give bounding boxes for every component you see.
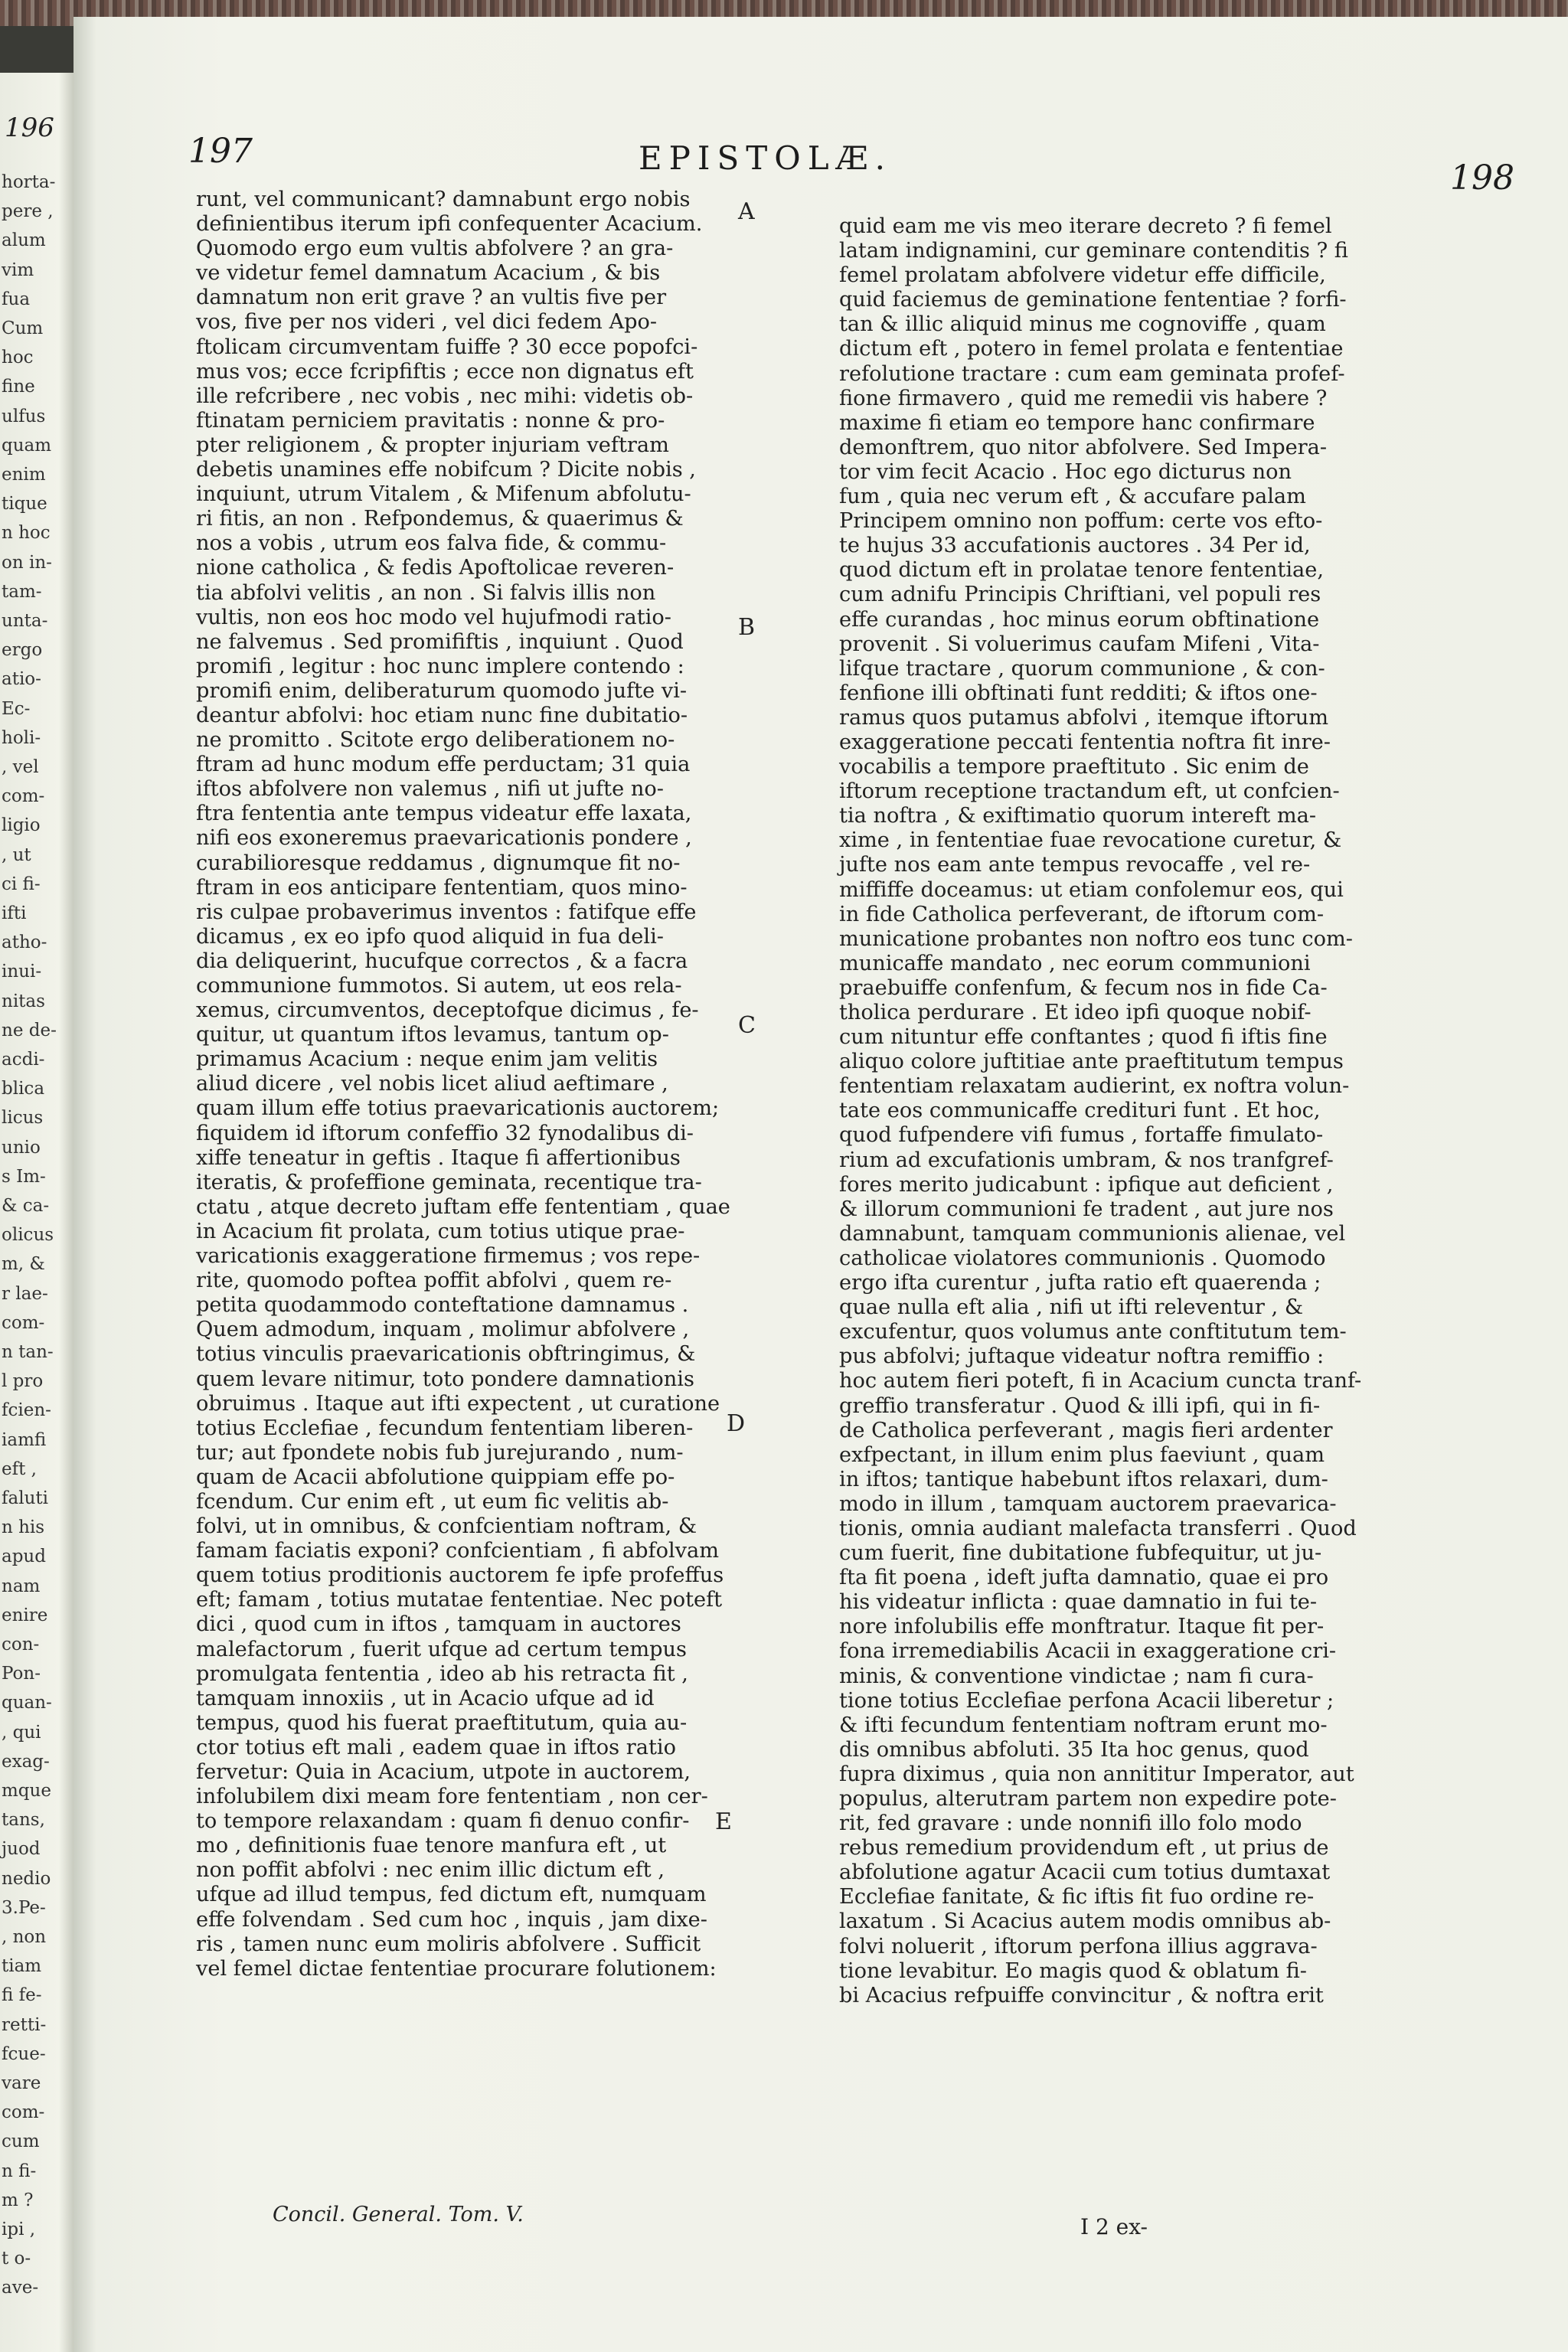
right-column-line: tione levabitur. Eo magis quod & oblatum fi- <box>839 1958 1307 1983</box>
margin-text-line: unta- <box>2 611 48 631</box>
right-column-line: aliquo colore juftitiae ante praeftitutum tempus <box>839 1050 1344 1074</box>
right-column-line: de Catholica perfeverant , magis fieri ardenter <box>839 1418 1333 1442</box>
right-column-line: fione firmavero , quid me remedii vis habere ? <box>839 386 1328 410</box>
left-column-line: ftinatam perniciem pravitatis : nonne & pro- <box>196 408 665 433</box>
section-marker-a: A <box>738 198 755 225</box>
book-page <box>74 17 1568 2352</box>
margin-text-line: iamfi <box>2 1429 47 1450</box>
left-column-line: ne falvemus . Sed promififtis , inquiunt . Quod <box>196 629 684 654</box>
left-column-line: runt, vel communicant? damnabunt ergo nobis <box>196 188 691 211</box>
margin-text-line: m, & <box>2 1254 45 1275</box>
margin-text-line: nedio <box>2 1868 51 1889</box>
left-page-number: 197 <box>188 132 253 171</box>
left-column-line: dicamus , ex eo ipfo quod aliquid in fua deli- <box>196 924 664 949</box>
previous-page-number: 196 <box>5 113 54 143</box>
right-column-line: fta fit poena , ideft jufta damnatio, quae ei pro <box>839 1566 1329 1590</box>
left-column-line: ris , tamen nunc eum moliris abfolvere . Sufficit <box>196 1932 701 1956</box>
left-column-line: debetis unamines effe nobifcum ? Dicite nobis , <box>196 458 696 482</box>
right-column-line: & ifti fecundum fententiam noftram erunt mo- <box>839 1713 1328 1737</box>
left-column-line: ille refcribere , nec vobis , nec mihi: videtis ob- <box>196 384 694 408</box>
right-column-line: laxatum . Si Acacius autem modis omnibus ab- <box>839 1909 1331 1934</box>
margin-text-line: exag- <box>2 1751 50 1772</box>
right-column-line: lifque tractare , quorum communione , & con- <box>839 656 1325 681</box>
margin-text-line: holi- <box>2 727 41 748</box>
right-column-line: hoc autem fieri poteft, fi in Acacium cuncta tranf- <box>839 1369 1362 1393</box>
right-column-line: rium ad excufationis umbram, & nos tranfgref- <box>839 1148 1334 1172</box>
margin-text-line: eft , <box>2 1459 37 1479</box>
left-column-line: in Acacium fit prolata, cum totius utique prae- <box>196 1219 685 1243</box>
margin-text-line: vare <box>2 2073 41 2093</box>
margin-text-line: , vel <box>2 757 39 777</box>
left-column-line: quam de Acacii abfolutione quippiam effe po- <box>196 1465 675 1489</box>
margin-text-line: , qui <box>2 1722 41 1743</box>
left-column-line: fcendum. Cur enim eft , ut eum fic velitis ab- <box>196 1489 669 1514</box>
left-column-line: quem totius proditionis auctorem fe ipfe profeffus <box>196 1563 724 1588</box>
footer-signature: I 2 ex- <box>1080 2214 1148 2239</box>
margin-text-line: vim <box>2 260 34 280</box>
left-column-line: non poffit abfolvi : nec enim illic dictum eft , <box>196 1858 665 1883</box>
margin-text-line: juod <box>2 1839 41 1860</box>
margin-text-line: nam <box>2 1576 41 1596</box>
margin-text-line: con- <box>2 1635 40 1655</box>
left-column-line: nifi eos exoneremus praevaricationis pondere , <box>196 826 692 851</box>
right-column-line: cum nituntur effe conftantes ; quod fi iftis fine <box>839 1025 1328 1050</box>
left-column-line: ne promitto . Scitote ergo deliberationem no- <box>196 728 675 753</box>
margin-text-line: on in- <box>2 552 52 573</box>
right-column-line: modo in illum , tamquam auctorem praevarica- <box>839 1491 1337 1516</box>
left-column-line: folvi, ut in omnibus, & confcientiam noftram, & <box>196 1514 697 1539</box>
right-column-line: Ecclefiae fanitate, & fic iftis fit fuo ordine re- <box>839 1885 1315 1909</box>
margin-text-line: enim <box>2 465 46 485</box>
previous-page-edge <box>0 73 74 2352</box>
left-column-line: totius vinculis praevaricationis obftringimus, & <box>196 1342 696 1367</box>
right-column-line: rit, fed gravare : unde nonnifi illo folo modo <box>839 1811 1302 1836</box>
margin-text-line: tique <box>2 494 47 514</box>
margin-text-line: licus <box>2 1108 44 1129</box>
margin-text-line: n fi- <box>2 2161 37 2181</box>
right-column-line: fenfione illi obftinati funt redditi; & iftos one- <box>839 681 1318 705</box>
margin-text-line: pere , <box>2 201 54 222</box>
left-column-line: ve videtur femel damnatum Acacium , & bis <box>196 261 661 286</box>
left-column-line: curabilioresque reddamus , dignumque fit no- <box>196 851 681 875</box>
margin-text-line: unio <box>2 1137 41 1158</box>
right-column-line: folvi noluerit , iftorum perfona illius aggrava- <box>839 1934 1318 1958</box>
margin-text-line: mque <box>2 1781 51 1801</box>
margin-text-line: hoc <box>2 348 34 368</box>
section-marker-e: E <box>715 1808 732 1835</box>
right-column-line: his videatur inflicta : quae damnatio in fui te- <box>839 1590 1318 1615</box>
left-column-line: vos, five per nos videri , vel dici fedem Apo- <box>196 310 658 335</box>
right-column-line: greffio transferatur . Quod & illi ipfi, qui in fi- <box>839 1393 1321 1418</box>
margin-text-line: 3.Pe- <box>2 1897 46 1918</box>
right-column-line: in fide Catholica perfeverant, de iftorum com- <box>839 902 1325 926</box>
margin-text-line: n his <box>2 1517 45 1538</box>
right-column-line: exaggeratione peccati fententia noftra fit inre- <box>839 730 1331 754</box>
right-column-line: tia noftra , & exiftimatio quorum intereft ma- <box>839 804 1317 828</box>
margin-text-line: s Im- <box>2 1166 46 1187</box>
right-column-line: populus, alterutram partem non expedire pote- <box>839 1787 1337 1811</box>
margin-text-line: l pro <box>2 1371 44 1392</box>
left-column-line: xemus, circumventos, deceptofque dicimus , fe- <box>196 998 699 1023</box>
margin-text-line: olicus <box>2 1225 54 1246</box>
right-column-line: quae nulla eft alia , nifi ut ifti releventur , & <box>839 1295 1304 1320</box>
margin-text-line: m ? <box>2 2190 34 2210</box>
left-column-line: vultis, non eos hoc modo vel hujufmodi ratio- <box>196 605 671 629</box>
margin-text-line: fcien- <box>2 1400 51 1421</box>
right-column-line: ergo ifta curentur , jufta ratio eft quaerenda ; <box>839 1271 1321 1295</box>
margin-text-line: , ut <box>2 844 31 865</box>
right-column-line: damnabunt, tamquam communionis alienae, vel <box>839 1221 1346 1246</box>
left-column-line: ris culpae probaverimus inventos : fatifque effe <box>196 900 697 924</box>
left-column-line: aliud dicere , vel nobis licet aliud aeftimare , <box>196 1072 668 1096</box>
margin-text-line: cum <box>2 2132 40 2152</box>
left-column-line: damnatum non erit grave ? an vultis five per <box>196 286 667 310</box>
left-column-line: ftolicam circumventam fuiffe ? 30 ecce popofci- <box>196 335 698 359</box>
margin-text-line: tiam <box>2 1956 42 1977</box>
right-column-line: abfolutione agatur Acacii cum totius dumtaxat <box>839 1860 1331 1885</box>
margin-text-line: tam- <box>2 581 42 602</box>
left-column-line: obruimus . Itaque aut ifti expectent , ut curatione <box>196 1391 720 1416</box>
left-column-line: mus vos; ecce fcripfiftis ; ecce non dignatus eft <box>196 359 694 384</box>
right-column-line: tor vim fecit Acacio . Hoc ego dicturus non <box>839 459 1292 484</box>
left-column-line: tur; aut fpondete nobis fub jurejurando , num- <box>196 1440 684 1465</box>
left-column-line: ftram ad hunc modum effe perductam; 31 quia <box>196 753 691 777</box>
right-column-line: quod fufpendere vifi fumus , fortaffe fimulato- <box>839 1123 1324 1148</box>
left-column-line: quitur, ut quantum iftos levamus, tantum op- <box>196 1023 669 1047</box>
left-column-line: infolubilem dixi meam fore fententiam , non cer- <box>196 1785 708 1809</box>
left-column-line: ctatu , atque decreto juftam effe fententiam , quae <box>196 1194 730 1219</box>
margin-text-line: fi fe- <box>2 1985 42 2006</box>
margin-text-line: & ca- <box>2 1196 50 1216</box>
margin-text-line: n tan- <box>2 1342 54 1362</box>
left-column-line: fiquidem id iftorum confeffio 32 fynodalibus di- <box>196 1121 694 1145</box>
right-column-line: te hujus 33 accufationis auctores . 34 Per id, <box>839 534 1311 558</box>
margin-text-line: fua <box>2 289 31 309</box>
right-column-line: refolutione tractare : cum eam geminata profef- <box>839 361 1345 386</box>
margin-text-line: Ec- <box>2 698 31 719</box>
right-column-line: fupra diximus , quia non annititur Imperator, aut <box>839 1762 1354 1786</box>
left-column-line: iftos abfolvere non valemus , nifi ut jufte no- <box>196 777 664 802</box>
right-column-line: cum adnifu Principis Chriftiani, vel populi res <box>839 583 1321 607</box>
right-column-line: minis, & conventione vindictae ; nam fi cura- <box>839 1664 1314 1688</box>
right-column-line: tionis, omnia audiant malefacta transferri . Quod <box>839 1516 1357 1540</box>
left-text-column <box>196 188 808 1981</box>
left-column-line: ftram in eos anticipare fententiam, quos mino- <box>196 875 688 900</box>
right-column-line: vocabilis a tempore praeftituto . Sic enim de <box>839 755 1309 779</box>
right-column-line: effe curandas , hoc minus eorum obftinatione <box>839 607 1320 632</box>
right-column-line: fona irremediabilis Acacii in exaggeratione cri- <box>839 1639 1337 1664</box>
left-column-line: promifi enim, deliberaturum quomodo jufte vi- <box>196 678 688 703</box>
right-column-line: excufentur, quos volumus ante conftitutum tem- <box>839 1320 1347 1344</box>
right-column-line: latam indignamini, cur geminare contenditis ? fi <box>839 239 1348 263</box>
right-column-line: rebus remedium providendum eft , ut prius de <box>839 1836 1329 1860</box>
margin-text-line: alum <box>2 230 46 251</box>
right-column-line: maxime fi etiam eo tempore hanc confirmare <box>839 410 1315 435</box>
left-column-line: fervetur: Quia in Acacium, utpote in auctorem, <box>196 1760 691 1784</box>
left-column-line: Quomodo ergo eum vultis abfolvere ? an gra- <box>196 237 674 261</box>
margin-text-line: enire <box>2 1605 48 1625</box>
margin-text-line: retti- <box>2 2014 47 2035</box>
right-column-line: demonftrem, quo nitor abfolvere. Sed Impera- <box>839 435 1328 459</box>
left-column-line: definientibus iterum ipfi confequenter Acacium. <box>196 212 703 237</box>
margin-text-line: quam <box>2 435 52 456</box>
margin-text-line: ligio <box>2 815 41 836</box>
margin-text-line: com- <box>2 2102 45 2123</box>
right-column-line: femel prolatam abfolvere videtur effe difficile, <box>839 263 1326 288</box>
left-column-line: promulgata fententia , ideo ab his retracta fit , <box>196 1661 688 1686</box>
right-column-line: bi Acacius refpuiffe convincitur , & noftra erit <box>839 1983 1324 2007</box>
right-column-line: exfpectant, in illum enim plus faeviunt , quam <box>839 1442 1325 1467</box>
margin-text-line: , non <box>2 1927 47 1947</box>
left-column-line: famam faciatis exponi? confcientiam , fi abfolvam <box>196 1539 720 1563</box>
right-column-line: quid eam me vis meo iterare decreto ? fi femel <box>839 214 1332 238</box>
margin-text-line: Cum <box>2 318 44 338</box>
margin-text-line: ne de- <box>2 1020 57 1040</box>
left-column-line: effe folvendam . Sed cum hoc , inquis , jam dixe- <box>196 1907 707 1932</box>
margin-text-line: ci fi- <box>2 874 41 894</box>
margin-text-line: ergo <box>2 640 43 661</box>
left-column-line: dici , quod cum in iftos , tamquam in auctores <box>196 1612 681 1637</box>
left-column-line: to tempore relaxandam : quam fi denuo confir- <box>196 1809 690 1834</box>
right-column-line: & illorum communioni fe tradent , aut jure nos <box>839 1197 1334 1221</box>
right-page-number: 198 <box>1450 158 1514 198</box>
right-column-line: in iftos; tantique habebunt iftos relaxari, dum- <box>839 1467 1328 1491</box>
left-column-line: deantur abfolvi: hoc etiam nunc fine dubitatio- <box>196 703 688 727</box>
left-column-line: tia abfolvi velitis , an non . Si falvis illis non <box>196 580 656 605</box>
left-column-line: quam illum effe totius praevaricationis auctorem; <box>196 1096 720 1121</box>
right-column-line: dis omnibus abfoluti. 35 Ita hoc genus, quod <box>839 1737 1309 1762</box>
right-column-line: pus abfolvi; juftaque videatur noftra remiffio : <box>839 1344 1325 1369</box>
left-column-line: totius Ecclefiae , fecundum fententiam liberen- <box>196 1416 694 1440</box>
section-marker-d: D <box>727 1410 746 1437</box>
margin-text-line: Pon- <box>2 1664 41 1684</box>
left-column-line: tamquam innoxiis , ut in Acacio ufque ad id <box>196 1686 655 1710</box>
left-column-line: mo , definitionis fuae tenore manfura eft , ut <box>196 1834 667 1858</box>
section-marker-b: B <box>738 614 756 641</box>
right-column-line: fum , quia nec verum eft , & accufare palam <box>839 485 1306 509</box>
margin-text-line: fine <box>2 377 35 397</box>
left-column-line: Quem admodum, inquam , molimur abfolvere , <box>196 1318 690 1342</box>
right-column-line: iftorum receptione tractandum eft, ut confcien- <box>839 779 1340 804</box>
left-column-line: communione fummotos. Si autem, ut eos rela- <box>196 974 682 998</box>
left-column-line: promifi , legitur : hoc nunc implere contendo : <box>196 654 684 678</box>
margin-text-line: atho- <box>2 933 47 953</box>
right-column-line: fores merito judicabunt : ipfique aut deficient , <box>839 1172 1334 1197</box>
right-column-line: tate eos communicaffe credituri funt . Et hoc, <box>839 1099 1321 1123</box>
right-column-line: Principem omnino non poffum: certe vos efto- <box>839 509 1323 534</box>
margin-text-line: ifti <box>2 903 27 923</box>
margin-text-line: com- <box>2 786 45 807</box>
right-column-line: fententiam relaxatam audierint, ex noftra volun- <box>839 1074 1350 1099</box>
right-column-line: tan & illic aliquid minus me cognoviffe , quam <box>839 312 1326 337</box>
left-column-line: inquiunt, utrum Vitalem , & Mifenum abfolutu- <box>196 482 691 507</box>
left-column-line: vel femel dictae fententiae procurare folutionem: <box>196 1956 717 1981</box>
running-title: EPISTOLÆ. <box>639 139 893 177</box>
section-marker-c: C <box>738 1012 756 1039</box>
left-column-line: varicationis exaggeratione firmemus ; vos repe- <box>196 1244 701 1269</box>
right-column-line: municatione probantes non noftro eos tunc com- <box>839 926 1353 951</box>
left-column-line: iteratis, & profeffione geminata, recentique tra- <box>196 1170 702 1194</box>
margin-text-line: tans, <box>2 1810 45 1831</box>
margin-text-line: ipi , <box>2 2220 36 2239</box>
right-column-line: praebuiffe confenfum, & fecum nos in fide Ca- <box>839 975 1328 1000</box>
right-column-line: ramus quos putamus abfolvi , itemque iftorum <box>839 705 1329 730</box>
left-column-line: nione catholica , & fedis Apoftolicae reveren- <box>196 556 675 580</box>
right-column-line: provenit . Si voluerimus caufam Mifeni , Vita- <box>839 632 1320 656</box>
footer-volume-title: Concil. General. Tom. V. <box>273 2203 524 2226</box>
right-column-line: tione totius Ecclefiae perfona Acacii liberetur ; <box>839 1688 1334 1713</box>
left-column-line: tempus, quod his fuerat praeftitutum, quia au- <box>196 1710 688 1735</box>
left-column-line: eft; famam , totius mutatae fententiae. Nec poteft <box>196 1588 723 1612</box>
right-column-line: jufte nos eam ante tempus revocaffe , vel re- <box>839 853 1311 877</box>
right-column-line: quod dictum eft in prolatae tenore fententiae, <box>839 558 1324 583</box>
margin-text-line: n hoc <box>2 523 51 544</box>
margin-text-line: quan- <box>2 1693 52 1713</box>
margin-text-line: blica <box>2 1079 45 1099</box>
left-column-line: ftra fententia ante tempus videatur effe laxata, <box>196 802 692 826</box>
left-column-line: dia deliquerint, hucufque correctos , & a facra <box>196 949 688 973</box>
margin-text-line: r lae- <box>2 1283 48 1304</box>
margin-text-line: apud <box>2 1547 46 1567</box>
margin-text-line: ulfus <box>2 406 46 426</box>
right-column-line: xime , in fententiae fuae revocatione curetur, & <box>839 828 1342 853</box>
left-column-line: nos a vobis , utrum eos falva fide, & commu- <box>196 531 667 556</box>
margin-text-line: acdi- <box>2 1050 45 1070</box>
right-column-line: quid faciemus de geminatione fententiae ? forfi- <box>839 288 1347 312</box>
margin-text-line: inui- <box>2 962 42 982</box>
margin-text-line: t o- <box>2 2249 31 2269</box>
left-column-line: ctor totius eft mali , eadem quae in iftos ratio <box>196 1735 676 1759</box>
right-column-line: dictum eft , potero in femel prolata e fententiae <box>839 337 1344 361</box>
right-column-line: cum fuerit, fine dubitatione fubfequitur, ut ju- <box>839 1541 1322 1566</box>
margin-text-line: nitas <box>2 991 45 1011</box>
margin-text-line: fcue- <box>2 2043 46 2064</box>
margin-text-line: horta- <box>2 172 56 192</box>
right-column-line: catholicae violatores communionis . Quomodo <box>839 1246 1326 1270</box>
margin-text-line: faluti <box>2 1488 48 1508</box>
right-column-line: miffiffe doceamus: ut etiam confolemur eos, qui <box>839 877 1344 902</box>
left-column-line: primamus Acacium : neque enim jam velitis <box>196 1047 658 1072</box>
left-column-line: xiffe teneatur in geftis . Itaque fi affertionibus <box>196 1145 681 1170</box>
left-column-line: petita quodammodo conteftatione damnamus . <box>196 1293 689 1318</box>
right-column-line: nore infolubilis effe monftratur. Itaque fit per- <box>839 1615 1325 1639</box>
left-column-line: ufque ad illud tempus, fed dictum eft, numquam <box>196 1883 707 1907</box>
margin-text-line: atio- <box>2 669 41 690</box>
left-column-line: malefactorum , fuerit ufque ad certum tempus <box>196 1637 688 1661</box>
right-column-line: tholica perdurare . Et ideo ipfi quoque nobif- <box>839 1001 1312 1024</box>
right-text-column <box>839 214 1367 2008</box>
margin-text-line: ave- <box>2 2278 39 2298</box>
margin-text-line: com- <box>2 1312 45 1333</box>
right-column-line: municaffe mandato , nec eorum communioni <box>839 951 1311 975</box>
left-column-line: ri fitis, an non . Refpondemus, & quaerimus & <box>196 507 684 531</box>
left-column-line: pter religionem , & propter injuriam veftram <box>196 433 669 457</box>
left-column-line: quem levare nitimur, toto pondere damnationis <box>196 1367 694 1391</box>
left-column-line: rite, quomodo poftea poffit abfolvi , quem re- <box>196 1269 672 1293</box>
